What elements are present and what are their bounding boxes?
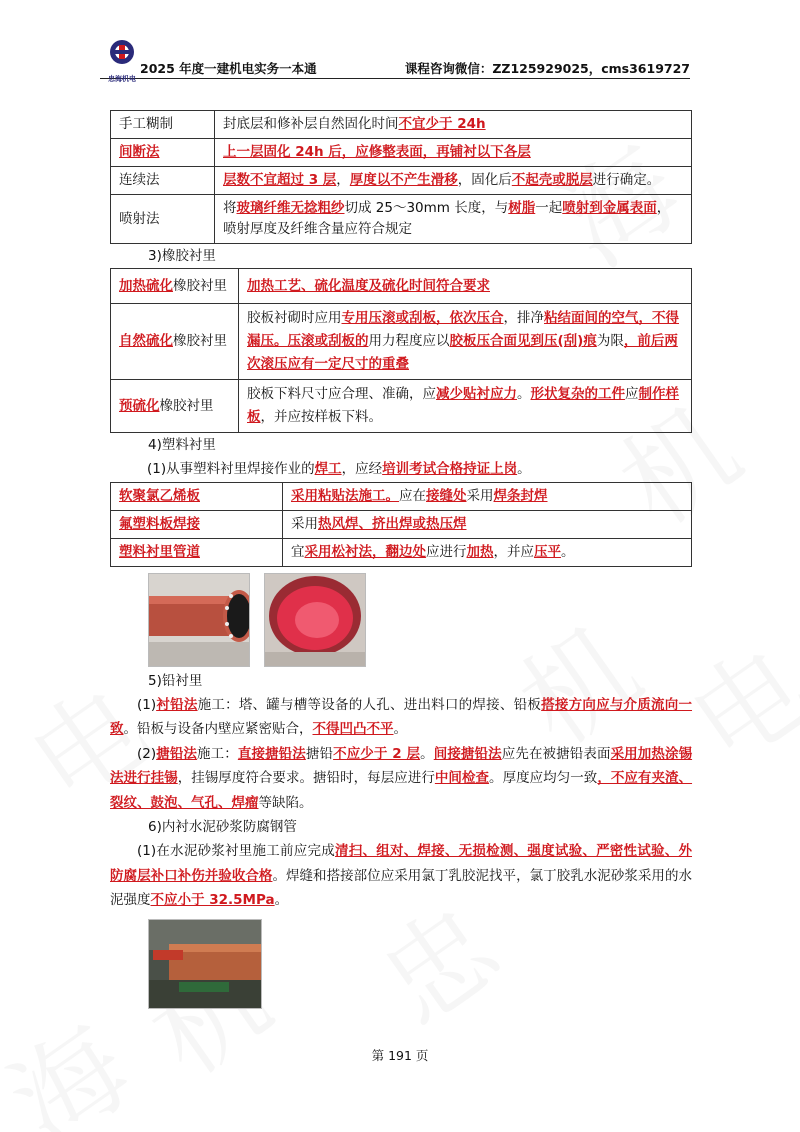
logo-text: 忠海机电 — [108, 75, 136, 83]
row-label: 喷射法 — [111, 195, 215, 244]
row-label: 氟塑料板焊接 — [111, 510, 283, 538]
rubber-lining-table — [110, 268, 692, 433]
contact-info: 课程咨询微信：ZZ125929025，cms3619727 — [404, 61, 690, 76]
table-row — [111, 139, 692, 167]
row-content: 加热工艺、硫化温度及硫化时间符合要求 — [239, 269, 692, 304]
section-heading-lead: 5)铅衬里 — [148, 672, 203, 689]
table-row — [111, 482, 692, 510]
row-content: 胶板衬砌时应用专用压滚或刮板，依次压合，排净粘结面间的空气，不得漏压。压滚或刮板的用力程度应以胶板压合面见到压(刮)痕为限，前后两次滚压应有一定尺寸的重叠 — [239, 304, 692, 380]
row-content: 将玻璃纤维无捻粗纱切成 25～30mm 长度，与树脂一起喷射到金属表面，喷射厚度及纤维含量应符合规定 — [215, 195, 692, 244]
row-label: 间断法 — [111, 139, 215, 167]
fiberglass-method-table — [110, 110, 692, 244]
row-label: 手工糊制 — [111, 111, 215, 139]
row-content: 封底层和修补层自然固化时间不宜少于 24h — [215, 111, 692, 139]
section-heading-rubber: 3)橡胶衬里 — [148, 248, 216, 264]
row-label: 加热硫化橡胶衬里 — [111, 269, 239, 304]
photo-lined-pipe — [148, 573, 250, 667]
plastic-lining-table — [110, 482, 692, 567]
table-row — [111, 510, 692, 538]
row-content: 层数不宜超过 3 层，厚度以不产生滑移，固化后不起壳或脱层进行确定。 — [215, 167, 692, 195]
section-heading-cement: 6)内衬水泥砂浆防腐钢管 — [148, 819, 297, 835]
page-header — [100, 40, 690, 83]
plastic-lining-photos — [148, 573, 692, 667]
row-label: 连续法 — [111, 167, 215, 195]
document-title: 2025 年度一建机电实务一本通 — [140, 61, 317, 76]
paragraph: (2)搪铅法施工：直接搪铅法搪铅不应少于 2 层。间接搪铅法应先在被搪铅表面采用加热涂锡法进行挂锡，挂锡厚度符合要求。搪铅时，每层应进行中间检查。厚度应均匀一致，不应有夹渣、裂纹、鼓泡、气孔、焊瘤等缺陷。 — [110, 745, 693, 811]
paragraph: (1)衬铅法施工：塔、罐与槽等设备的人孔、进出料口的焊接、铅板搭接方向应与介质流向一致。铅板与设备内壁应紧密贴合，不得凹凸不平。 — [110, 696, 693, 737]
row-label: 预硫化橡胶衬里 — [111, 380, 239, 433]
paragraph: (1)从事塑料衬里焊接作业的焊工，应经培训考试合格持证上岗。 — [147, 461, 531, 477]
page-content — [110, 110, 692, 1009]
row-content: 宜采用松衬法，翻边处应进行加热，并应压平。 — [283, 538, 692, 566]
table-row — [111, 195, 692, 244]
table-row — [111, 380, 692, 433]
page-number: 第 191 页 — [371, 1048, 429, 1063]
table-row — [111, 538, 692, 566]
table-row — [111, 167, 692, 195]
row-content: 采用热风焊、挤出焊或热压焊 — [283, 510, 692, 538]
row-label: 塑料衬里管道 — [111, 538, 283, 566]
row-label: 软聚氯乙烯板 — [111, 482, 283, 510]
table-row — [111, 111, 692, 139]
row-content: 胶板下料尺寸应合理、准确，应减少贴衬应力。形状复杂的工件应制作样板，并应按样板下料。 — [239, 380, 692, 433]
section-heading-plastic: 4)塑料衬里 — [148, 437, 216, 453]
table-row — [111, 269, 692, 304]
row-content: 采用粘贴法施工。应在接缝处采用焊条封焊 — [283, 482, 692, 510]
cement-lining-photo-wrap — [148, 919, 692, 1009]
row-label: 自然硫化橡胶衬里 — [111, 304, 239, 380]
photo-pipe-interior — [264, 573, 366, 667]
company-logo — [104, 38, 140, 83]
photo-cement-lining-machine — [148, 919, 262, 1009]
table-row — [111, 304, 692, 380]
paragraph: (1)在水泥砂浆衬里施工前应完成清扫、组对、焊接、无损检测、强度试验、严密性试验、外防腐层补口补伤并验收合格。焊缝和搭接部位应采用氯丁乳胶泥找平，氯丁胶乳水泥砂浆采用的水泥强度不应小于 32.5MPa。 — [110, 843, 693, 908]
row-content: 上一层固化 24h 后，应修整表面，再铺衬以下各层 — [215, 139, 692, 167]
